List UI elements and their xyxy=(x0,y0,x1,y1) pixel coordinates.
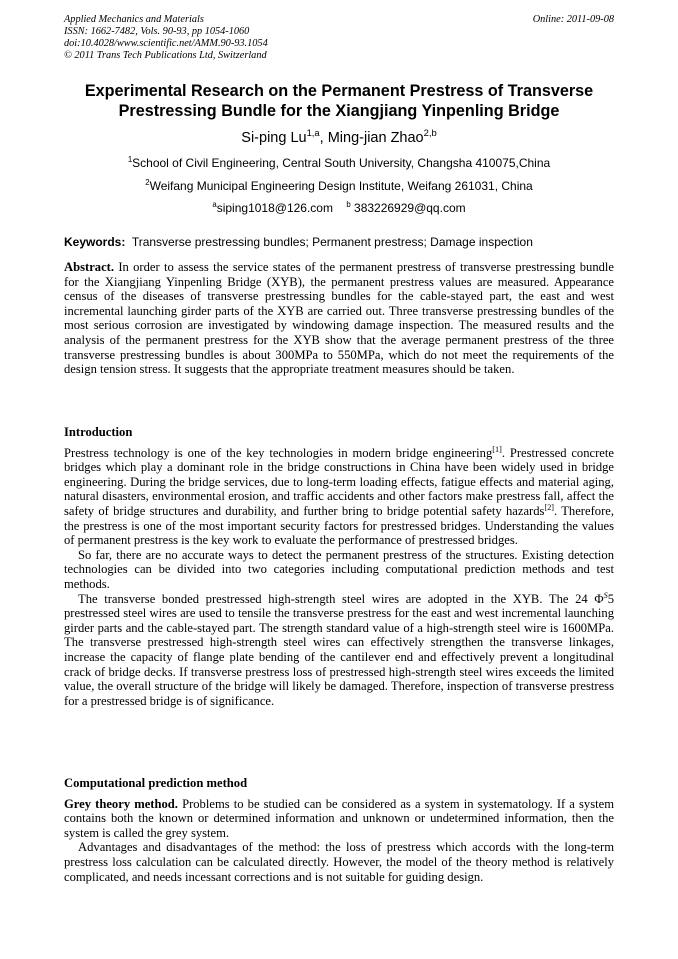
paragraph xyxy=(64,592,614,709)
affiliation xyxy=(0,179,678,193)
computational-section xyxy=(64,776,614,884)
text: . Prestressed concrete bridges which play a dominant role in the bridge constructions in China have been widely used in bridge engineering. During the bridge services, due to long-term loading effects, fatigue effects and material aging, natural disasters, environmental erosion, and traffic accidents and other factors make prestress fall, affect the safety of bridge structures and durability, and further bring to bridge potential safety hazards xyxy=(64,445,614,518)
separator: , xyxy=(319,130,328,146)
text: . Therefore, the prestress is one of the most important security factors for prestressed bridges. Understanding the values of permanent prestress is the key work to evaluate the performance of prestressed bridges. xyxy=(64,503,615,548)
citation: [2] xyxy=(544,502,555,512)
abstract-text: In order to assess the service states of the permanent prestress of transverse prestressing bundle for the Xiangjiang Yinpenling Bridge (XYB), the permanent prestress values are measured. Appearance census of the diseases of transverse prestressing bundles for the cable-stayed part, the east and west incremental launching girder parts of the XYB are carried out. Three transverse prestressing bundles of the most serious corrosion are investigated by windowing damage inspection. The measured results and the analysis of the permanent prestress for the XYB show that the average permanent prestress of the three transverse prestressing bundles is about 300MPa to 550MPa, which do not meet the requirements of the design tension stress. It suggests that the appropriate treatment measures should be taken. xyxy=(64,260,615,377)
title-line: Experimental Research on the Permanent Prestress of Transverse xyxy=(84,82,594,100)
introduction-section xyxy=(64,425,614,708)
text: Prestress technology is one of the key technologies in modern bridge engineering xyxy=(64,445,493,460)
paragraph: So far, there are no accurate ways to detect the permanent prestress of the structures. Existing detection technologies can be divided into two categories including computational prediction methods and test methods. xyxy=(64,547,614,591)
author-sup: 1,a xyxy=(306,127,320,139)
author: Ming-jian Zhao xyxy=(327,130,424,146)
aff-text: Weifang Municipal Engineering Design Institute, Weifang 261031, China xyxy=(149,179,533,193)
phi-symbol: Φ xyxy=(594,591,604,606)
aff-sup: 1 xyxy=(127,155,133,164)
text: The transverse bonded prestressed high-strength steel wires are adopted in the XYB. The 24 xyxy=(78,591,588,606)
abstract-label: Abstract. xyxy=(64,260,115,274)
paragraph xyxy=(64,797,614,841)
paragraph: Advantages and disadvantages of the method: the loss of prestress which accords with the long-term prestress loss calculation can be calculated directly. However, the model of the theory method is relatively complicated, and needs incessant corrections and is not suitable for guiding design. xyxy=(64,840,614,884)
keywords-label: Keywords: xyxy=(64,235,126,249)
aff-sup: 2 xyxy=(145,178,150,187)
citation: [1] xyxy=(492,444,502,454)
title-line: Prestressing Bundle for the Xiangjiang Yinpenling Bridge xyxy=(118,102,560,120)
email: 383226929@qq.com xyxy=(354,201,466,215)
header-line: doi:10.4028/www.scientific.net/AMM.90-93.1054 xyxy=(64,38,268,49)
journal-header xyxy=(64,14,268,62)
aff-text: School of Civil Engineering, Central South University, Changsha 410075,China xyxy=(132,156,551,170)
symbol-sup: S xyxy=(603,590,608,600)
authors xyxy=(0,127,678,146)
affiliation xyxy=(0,156,678,170)
email-sup: a xyxy=(212,200,217,209)
run-in-heading: Grey theory method. xyxy=(64,796,178,811)
email-sup: b xyxy=(346,200,351,209)
emails xyxy=(0,201,678,215)
section-heading: Introduction xyxy=(64,425,133,439)
online-date: Online: 2011-09-08 xyxy=(532,14,614,25)
author-sup: 2,b xyxy=(423,127,437,139)
author: Si-ping Lu xyxy=(241,130,307,146)
text: Problems to be studied can be considered as a system in systematology. If a system contains both the known or determined information and unknown or undetermined information, then the system is called the grey system. xyxy=(64,796,614,840)
header-line: ISSN: 1662-7482, Vols. 90-93, pp 1054-1060 xyxy=(64,26,250,37)
paragraph xyxy=(64,446,614,548)
abstract xyxy=(64,260,614,377)
paper-title xyxy=(40,81,638,121)
email: siping1018@126.com xyxy=(216,201,333,215)
header-line: © 2011 Trans Tech Publications Ltd, Switzerland xyxy=(64,50,267,61)
keywords-text: Transverse prestressing bundles; Permanent prestress; Damage inspection xyxy=(131,235,533,249)
header-line: Applied Mechanics and Materials xyxy=(64,14,204,25)
keywords xyxy=(64,235,533,249)
text: 5 prestressed steel wires are used to tensile the transverse prestress for the east and west incremental launching girder parts and the cable-stayed part. The strength standard value of a high-strength steel wire is 1600MPa. The transverse prestressed high-strength steel wires can effectively strengthen the transverse linkages, increase the capacity of flange plate bending of the cantilever end and effectively prevent a longitudinal crack of bridge decks. If transverse prestress loss of prestressed high-strength steel wires exceeds the limited value, the overall structure of the bridge will likely be damaged. Therefore, inspection of transverse prestress for a prestressed bridge is of significance. xyxy=(64,591,614,708)
section-heading: Computational prediction method xyxy=(64,776,248,790)
